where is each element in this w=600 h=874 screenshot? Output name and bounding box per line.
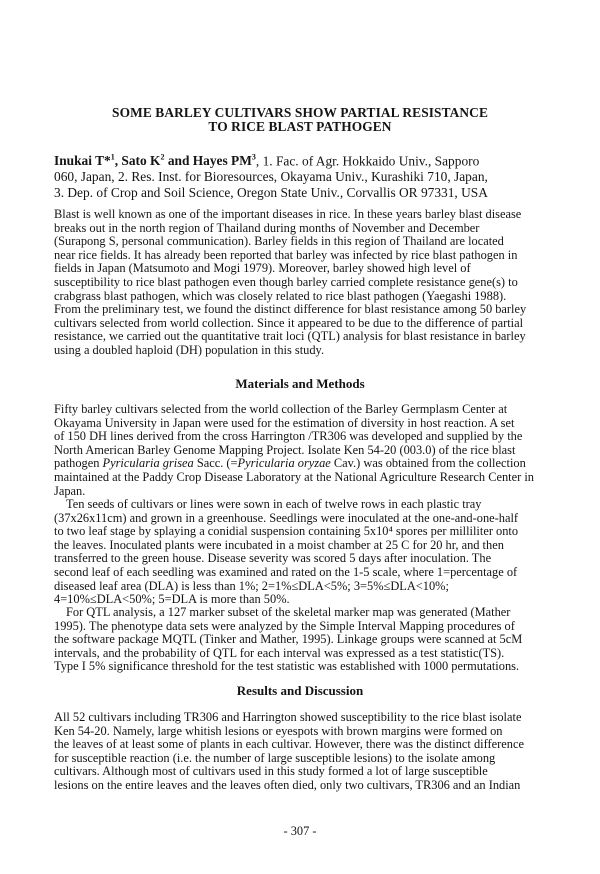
text-line: transferred to the green house. Disease severity was scored 5 days after inoculation. The: [54, 551, 492, 566]
text-line: breaks out in the north region of Thailand during months of November and December: [54, 220, 480, 235]
text-run: Cav.) was obtained from the collection: [330, 456, 526, 471]
section-heading-methods: Materials and Methods: [235, 376, 365, 391]
affiliation-line-1: , 1. Fac. of Agr. Hokkaido Univ., Sapporo: [255, 153, 480, 169]
text-line: Fifty barley cultivars selected from the world collection of the Barley Germplasm Center at: [54, 402, 508, 416]
text-line: From the preliminary test, we found the distinct difference for blast resistance among 50 barley: [54, 302, 527, 317]
text-run: pathogen: [54, 456, 103, 471]
text-line: For QTL analysis, a 127 marker subset of the skeletal marker map was generated (Mather: [66, 605, 511, 619]
text-line: cultivars selected from world collection. Since it appeared to be due to the difference of partial: [54, 315, 524, 330]
results-paragraph-1: [54, 711, 556, 793]
text-line: susceptibility to rice blast pathogen even though barley carried complete resistance gene(s) to: [54, 274, 518, 289]
author-line-1: [54, 150, 554, 169]
title-line-1: SOME BARLEY CULTIVARS SHOW PARTIAL RESISTANCE: [112, 105, 488, 120]
text-line: second leaf of each seedling was examined and rated on the 1-5 scale, where 1=percentage of: [54, 564, 518, 579]
text-line: maintained at the Paddy Crop Disease Laboratory at the National Agriculture Research Center in: [54, 469, 534, 484]
text-line: fields in Japan (Matsumoto and Mogi 1979). Moreover, barley showed high level of: [54, 261, 471, 276]
text-line: resistance, we carried out the quantitative trait loci (QTL) analysis for blast resistance in barley: [54, 329, 526, 344]
text-line: lesions on the entire leaves and the leaves often died, only two cultivars, TR306 and an Indian: [54, 777, 521, 792]
text-line: the leaves of at least some of plants in each cultivar. However, there was the distinct difference: [54, 737, 524, 752]
text-line: Blast is well known as one of the important diseases in rice. In these years barley blast disease: [54, 207, 522, 221]
text-line: Ten seeds of cultivars or lines were sown in each of twelve rows in each plastic tray: [66, 497, 482, 511]
text-line: the leaves. Inoculated plants were incubated in a moist chamber at 25 C for 20 hr, and then: [54, 537, 504, 552]
text-line: the software package MQTL (Tinker and Mather, 1995). Linkage groups were scanned at 5cM: [54, 632, 523, 647]
methods-paragraph-3: [54, 606, 556, 674]
text-line: Okayama University in Japan were used for the estimation of diversity in host reaction. A set: [54, 415, 515, 430]
text-line: Type I 5% significance threshold for the test statistic was established with 1000 permutations.: [54, 659, 520, 674]
text-line: of 150 DH lines derived from the cross Harrington /TR306 was developed and supplied by the: [54, 429, 523, 444]
text-line: 4=10%≤DLA<50%; 5=DLA is more than 50%.: [54, 592, 290, 607]
text-line: (37x26x11cm) and grown in a greenhouse. Seedlings were inoculated at the one-and-one-half: [54, 510, 519, 525]
text-line: [54, 457, 556, 471]
text-line: near rice fields. It has already been reported that barley was infected by rice blast pathogen in: [54, 247, 518, 262]
text-line: cultivars. Although most of cultivars used in this study formed a lot of large susceptible: [54, 764, 488, 779]
text-line: crabgrass blast pathogen, which was closely related to rice blast pathogen (Yaegashi 1988).: [54, 288, 507, 303]
text-line: Ken 54-20. Namely, large whitish lesions or eyespots with brown margins were formed on: [54, 723, 503, 738]
paper-title: [40, 106, 560, 134]
text-line: North American Barley Genome Mapping Project. Isolate Ken 54-20 (003.0) of the rice blast: [54, 442, 516, 457]
title-line-2: TO RICE BLAST PATHOGEN: [208, 119, 392, 134]
text-line: intervals, and the probability of QTL for each interval was expressed as a test statistic(TS).: [54, 645, 505, 660]
affiliation-line-2: 060, Japan, 2. Res. Inst. for Bioresources, Okayama Univ., Kurashiki 710, Japan,: [54, 169, 488, 185]
page-number: - 307 -: [283, 824, 317, 838]
text-line: Japan.: [54, 483, 86, 498]
introduction-paragraph: [54, 208, 556, 358]
text-line: using a doubled haploid (DH) population in this study.: [54, 342, 325, 357]
species-name: Pyricularia grisea: [102, 456, 194, 471]
text-line: to two leaf stage by splaying a conidial suspension containing 5x10⁴ spores per milliliter onto: [54, 524, 519, 539]
methods-paragraph-2: [54, 498, 556, 607]
text-line: for susceptible reaction (i.e. the number of large susceptible lesions) to the isolate among: [54, 750, 496, 765]
text-run: Sacc. (=: [193, 456, 238, 471]
text-line: (Surapong S, personal communication). Barley fields in this region of Thailand are located: [54, 234, 504, 249]
author-names: Inukai T*$^1$, Sato $K^2$ and Hayes $PM^3$: [54, 153, 256, 169]
text-line: 1995). The phenotype data sets were analyzed by the Simple Interval Mapping procedures of: [54, 618, 515, 633]
affiliation-line-3: 3. Dep. of Crop and Soil Science, Oregon State Univ., Corvallis OR 97331, USA: [54, 185, 488, 201]
author-block: [54, 150, 554, 201]
species-name: Pyricularia oryzae: [237, 456, 331, 471]
text-line: All 52 cultivars including TR306 and Harrington showed susceptibility to the rice blast isolate: [54, 710, 522, 724]
text-line: diseased leaf area (DLA) is less than 1%; 2=1%≤DLA<5%; 3=5%≤DLA<10%;: [54, 578, 449, 593]
section-heading-results: Results and Discussion: [236, 683, 364, 698]
methods-paragraph-1: [54, 403, 556, 498]
